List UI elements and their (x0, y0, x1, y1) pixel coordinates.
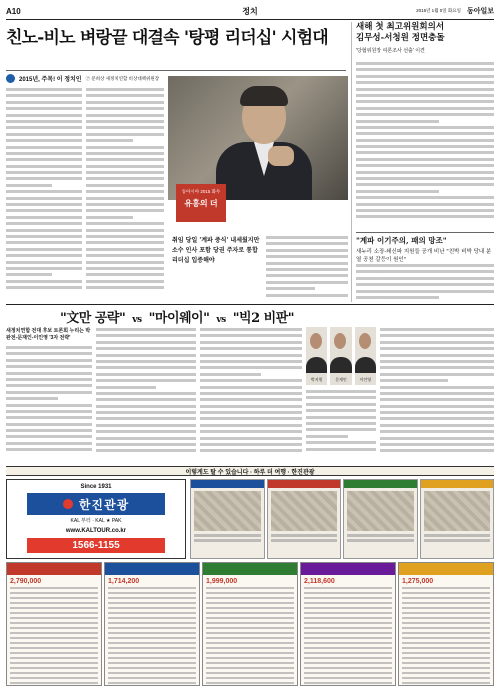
masthead-rule (6, 19, 494, 20)
ad-price: 1,999,000 (206, 578, 238, 585)
main-headline: 친노-비노 벼랑끝 대결속 '탕평 리더십' 시험대 (6, 28, 328, 48)
section2-body-col-1 (6, 346, 92, 462)
ad-banner: 이렇게도 탈 수 있습니다 · 하루 더 여행 · 한진관광 (6, 466, 494, 476)
side-article-head (356, 22, 494, 54)
ad-phone: 1566-1155 (27, 538, 165, 553)
ad-price-row (6, 562, 494, 686)
ad-price: 2,118,600 (304, 578, 335, 585)
side-subheadline: '당협위원장 여론조사 선출' 이견 (356, 48, 425, 54)
profile-name: 유홍의 더 (184, 199, 218, 208)
article-body-col-2 (86, 88, 164, 302)
section2-body-col-5 (380, 328, 494, 462)
ad-column[interactable] (398, 562, 494, 686)
side-headline-2: 김무성-서청원 정면충돌 (356, 33, 445, 43)
side-article-2-body (356, 264, 494, 304)
profile-kicker: 동아시아 2015 화두 (181, 189, 221, 194)
series-subtitle: ⑦ 문희상 새정치연합 비상대책위원장 (85, 75, 160, 81)
section-title: 정치 (242, 6, 258, 16)
travel-ad-main[interactable] (6, 479, 186, 559)
ad-grid (190, 479, 494, 559)
ad-price: 1,714,200 (108, 578, 140, 585)
candidate-photos (306, 327, 376, 385)
ad-column[interactable] (202, 562, 298, 686)
ad-cell[interactable] (190, 479, 265, 559)
ad-subtitle: KAL 부터 · KAL ★ PAK (70, 518, 122, 524)
ad-column[interactable] (6, 562, 102, 686)
candidate-photo: 이인영 (355, 327, 376, 385)
ad-cell[interactable] (343, 479, 418, 559)
ad-cell[interactable] (420, 479, 495, 559)
section2-vs-1: vs (132, 315, 142, 325)
section2-part-2: "마이웨이" (148, 311, 210, 326)
gesture-hand (268, 146, 294, 166)
section2-subhead: 새정치연합 전대 후보 토론회 누리는 박완전-문재인-이인영 '3자 전략' (6, 328, 91, 341)
section2-part-3: "빅2 비판" (232, 311, 295, 326)
section2-body-col-4 (306, 390, 376, 462)
candidate-photo: 문재인 (330, 327, 351, 385)
masthead (6, 4, 494, 18)
ad-price: 2,790,000 (10, 578, 42, 585)
section2-body-col-3 (200, 328, 302, 462)
ad-since: Since 1931 (80, 484, 112, 490)
section-rule (6, 304, 494, 305)
series-icon (6, 74, 15, 83)
logo-mark-icon (63, 499, 73, 509)
profile-tag (176, 184, 226, 222)
portrait-photo (168, 76, 348, 200)
side-article-2-subhead: 새누리 소장-쇄신파 지원들 공개 비난 "친박 비박 당내 분열 공천 갈등이 원인" (356, 249, 492, 263)
side-article-2-head (356, 236, 494, 264)
candidate-photo: 박지원 (306, 327, 327, 385)
column-divider (351, 22, 352, 302)
headline-rule (6, 70, 346, 71)
ad-column[interactable] (104, 562, 200, 686)
page-number: A10 (6, 6, 21, 16)
series-title: 2015년, 주목! 이 정치인 (19, 77, 82, 83)
ad-column[interactable] (300, 562, 396, 686)
section2-part-1: "文만 공략" (60, 311, 126, 326)
ad-logo-text: 한진관광 (78, 497, 130, 512)
side-rule (356, 232, 494, 233)
ad-cell[interactable] (267, 479, 342, 559)
side-headline-1: 새해 첫 최고위원회의서 (356, 22, 445, 32)
article-body-col-3 (266, 236, 348, 302)
section2-body-col-2 (96, 328, 196, 462)
ad-price: 1,275,000 (402, 578, 434, 585)
pull-quote: 취임 당일 '계파 중식' 내세웠지만 소수 인사 포함 당권 주자로 통합 리더십 입증해야 (172, 237, 260, 264)
section2-headline (60, 307, 294, 326)
issue-date: 2015년 1월 0일 화요일 (416, 8, 461, 13)
ad-url[interactable]: www.KALTOUR.co.kr (65, 528, 127, 534)
person-figure (216, 82, 312, 200)
side-article-body (356, 62, 494, 230)
newspaper-brand: 동아일보 (466, 6, 494, 15)
side-article-2-headline: "계파 이기주의, 패의 망조" (356, 236, 447, 245)
article-body-col-1 (6, 88, 82, 302)
section2-vs-2: vs (216, 315, 226, 325)
ad-logo (27, 493, 165, 515)
